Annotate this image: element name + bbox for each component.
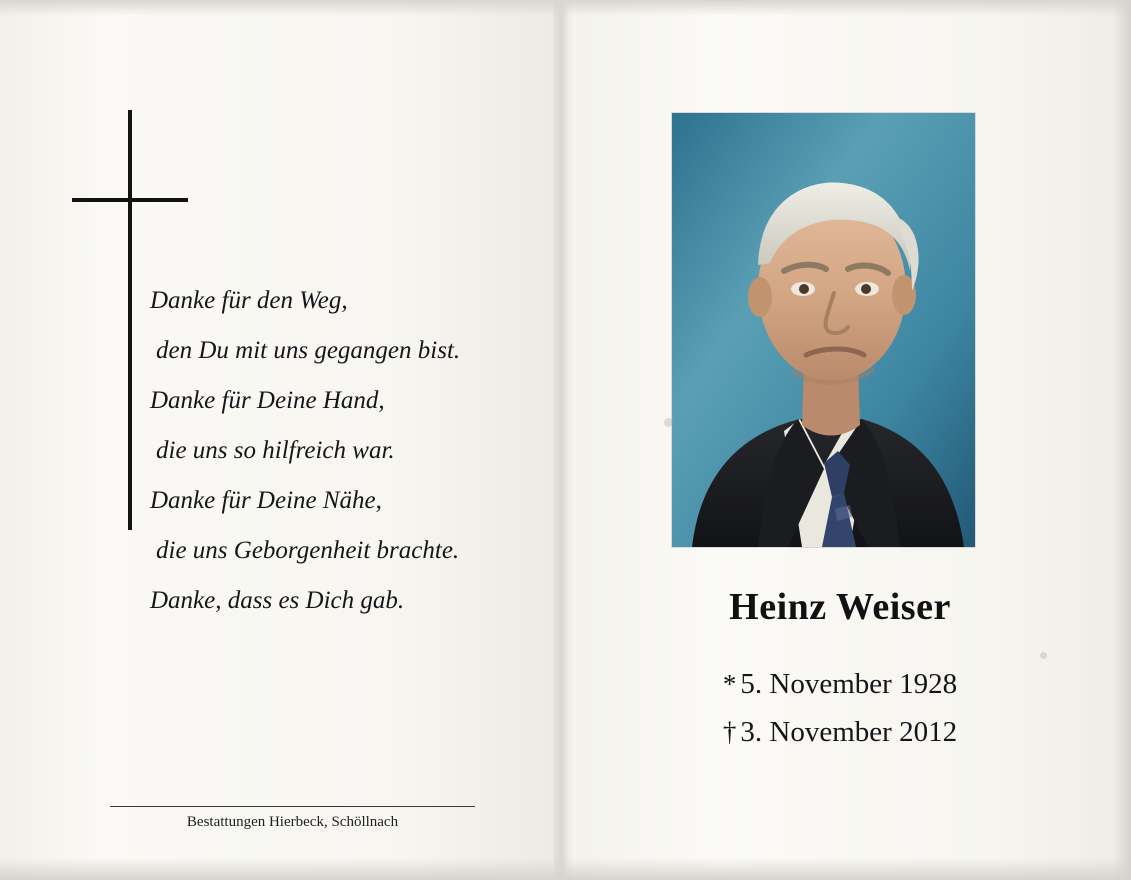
death-date-line xyxy=(600,708,1080,756)
memorial-verse xyxy=(150,276,530,626)
scan-edge-top xyxy=(0,0,1131,16)
deceased-name: Heinz Weiser xyxy=(729,586,951,628)
verse-line: die uns so hilfreich war. xyxy=(156,437,395,464)
verse-line: den Du mit uns gegangen bist. xyxy=(156,337,461,364)
birth-symbol: * xyxy=(722,669,737,699)
portrait-illustration xyxy=(672,113,975,547)
birth-date-line xyxy=(600,660,1080,708)
portrait-photo xyxy=(672,113,975,547)
scan-edge-right xyxy=(1113,0,1131,880)
footer-divider xyxy=(110,806,475,807)
verse-line: Danke, dass es Dich gab. xyxy=(150,587,405,614)
funeral-home-imprint: Bestattungen Hierbeck, Schöllnach xyxy=(186,814,399,830)
verse-line: Danke für Deine Hand, xyxy=(150,387,385,414)
birth-date: 5. November 1928 xyxy=(740,668,958,700)
verse-line: Danke für Deine Nähe, xyxy=(150,487,382,514)
scan-blemish xyxy=(1040,652,1047,659)
verse-line: die uns Geborgenheit brachte. xyxy=(156,537,460,564)
death-date: 3. November 2012 xyxy=(740,716,958,748)
card-fold xyxy=(554,0,576,880)
scan-edge-bottom xyxy=(0,858,1131,880)
death-symbol: † xyxy=(722,717,737,747)
life-dates xyxy=(600,660,1080,756)
scan-blemish xyxy=(664,418,673,427)
verse-line: Danke für den Weg, xyxy=(150,287,348,314)
